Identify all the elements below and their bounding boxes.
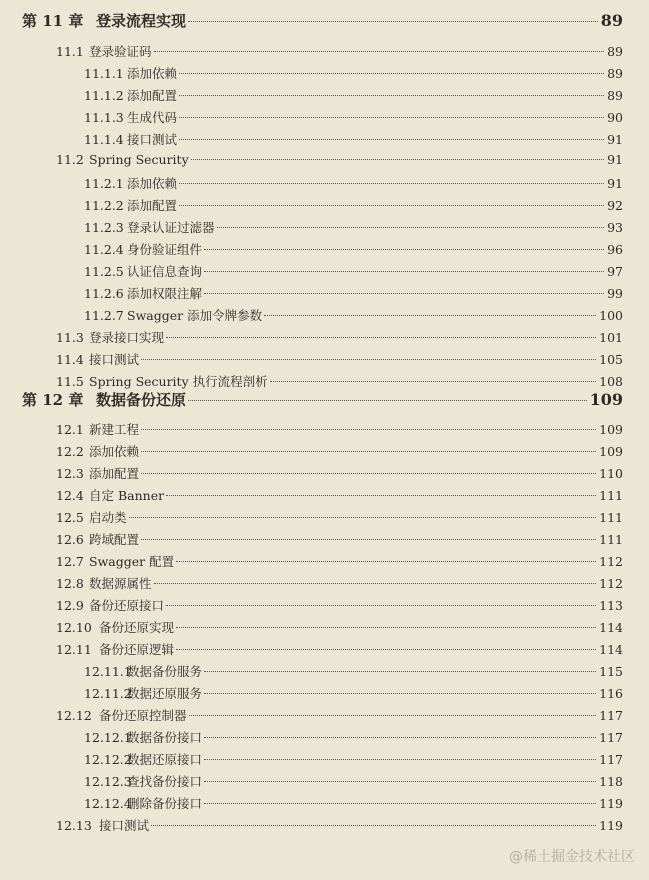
- toc-page-number: 89: [607, 88, 623, 103]
- toc-section-row: [0, 328, 649, 346]
- dot-leader: [191, 159, 604, 160]
- toc-number: 12.11: [56, 642, 92, 657]
- toc-title: 登录验证码: [89, 44, 152, 59]
- toc-title: 登录流程实现: [96, 12, 187, 30]
- toc-number: 12.13: [56, 818, 92, 833]
- toc-title: Swagger 配置: [89, 554, 175, 569]
- dot-leader: [166, 495, 596, 496]
- toc-number: 11.2.5: [84, 264, 124, 279]
- toc-number: 11.2.3: [84, 220, 124, 235]
- toc-page-number: 91: [607, 176, 623, 191]
- toc-number: 12.12: [56, 708, 92, 723]
- toc-number: 12.4: [56, 488, 84, 503]
- toc-title: 认证信息查询: [127, 264, 203, 279]
- toc-section-row: [0, 42, 649, 60]
- toc-page-number: 96: [607, 242, 623, 257]
- toc-section-row: [0, 530, 649, 548]
- toc-title: 启动类: [89, 510, 127, 525]
- toc-number: 12.11.2: [84, 686, 132, 701]
- toc-number: 12.12.3: [84, 774, 132, 789]
- toc-title: 接口测试: [89, 352, 140, 367]
- toc-sub-row: [0, 64, 649, 82]
- dot-leader: [204, 781, 596, 782]
- toc-title: Spring Security 执行流程剖析: [89, 374, 268, 389]
- toc-title: 生成代码: [127, 110, 178, 125]
- toc-section-row: [0, 508, 649, 526]
- toc-page-number: 89: [607, 44, 623, 59]
- dot-leader: [204, 293, 604, 294]
- watermark: @稀土掘金技术社区: [509, 849, 635, 865]
- toc-number: 11.1.3: [84, 110, 124, 125]
- toc-page-number: 112: [599, 576, 623, 591]
- toc-title: 添加依赖: [127, 66, 178, 81]
- toc-title: 备份还原逻辑: [99, 642, 175, 657]
- toc-page-number: 99: [607, 286, 623, 301]
- dot-leader: [166, 337, 596, 338]
- toc-title: 自定 Banner: [89, 488, 165, 503]
- toc-title: 数据还原接口: [127, 752, 203, 767]
- toc-section-row: [0, 706, 649, 724]
- toc-title: 数据源属性: [89, 576, 152, 591]
- toc-page-number: 105: [599, 352, 623, 367]
- dot-leader: [264, 315, 596, 316]
- toc-number: 11.1.4: [84, 132, 124, 147]
- toc-sub-row: [0, 684, 649, 702]
- dot-leader: [204, 759, 596, 760]
- toc-number: 11.3: [56, 330, 84, 345]
- toc-sub-row: [0, 240, 649, 258]
- toc-number: 11.2.1: [84, 176, 124, 191]
- toc-page-number: 89: [600, 11, 623, 30]
- toc-title: 添加依赖: [89, 444, 140, 459]
- dot-leader: [179, 139, 604, 140]
- toc-title: 数据备份还原: [96, 391, 187, 409]
- toc-page-number: 91: [607, 152, 623, 167]
- toc-title: 查找备份接口: [127, 774, 203, 789]
- toc-number: 第 11 章: [22, 12, 84, 30]
- dot-leader: [179, 95, 604, 96]
- toc-sub-row: [0, 794, 649, 812]
- dot-leader: [204, 249, 604, 250]
- toc-number: 11.2.4: [84, 242, 124, 257]
- toc-page-number: 114: [599, 620, 623, 635]
- toc-title: 添加配置: [89, 466, 140, 481]
- toc-title: 身份验证组件: [127, 242, 203, 257]
- toc-page-number: 97: [607, 264, 623, 279]
- toc-page-number: 114: [599, 642, 623, 657]
- toc-number: 11.2.2: [84, 198, 124, 213]
- toc-title: 备份还原实现: [99, 620, 175, 635]
- toc-page-number: 111: [599, 510, 623, 525]
- toc-title: 登录接口实现: [89, 330, 165, 345]
- toc-section-row: [0, 552, 649, 570]
- toc-section-row: [0, 350, 649, 368]
- toc-title: 接口测试: [127, 132, 178, 147]
- toc-page-number: 117: [599, 752, 623, 767]
- dot-leader: [204, 671, 596, 672]
- toc-number: 12.3: [56, 466, 84, 481]
- toc-number: 11.1.1: [84, 66, 124, 81]
- toc-title: 添加依赖: [127, 176, 178, 191]
- toc-title: 登录认证过滤器: [127, 220, 215, 235]
- toc-number: 11.1.2: [84, 88, 124, 103]
- toc-number: 12.12.1: [84, 730, 132, 745]
- toc-sub-row: [0, 86, 649, 104]
- dot-leader: [166, 605, 596, 606]
- dot-leader: [204, 803, 596, 804]
- dot-leader: [189, 715, 597, 716]
- toc-sub-row: [0, 196, 649, 214]
- toc-page-number: 109: [589, 390, 623, 409]
- toc-page-number: 93: [607, 220, 623, 235]
- toc-number: 12.8: [56, 576, 84, 591]
- toc-title: Spring Security: [89, 152, 189, 167]
- toc-page-number: 92: [607, 198, 623, 213]
- toc-title: 数据备份服务: [127, 664, 203, 679]
- toc-page-number: 113: [599, 598, 623, 613]
- toc-section-row: [0, 420, 649, 438]
- toc-section-row: [0, 442, 649, 460]
- toc-chapter-row: [0, 389, 649, 410]
- dot-leader: [176, 649, 596, 650]
- toc-section-row: [0, 464, 649, 482]
- dot-leader: [188, 400, 587, 401]
- toc-sub-row: [0, 284, 649, 302]
- dot-leader: [129, 517, 597, 518]
- toc-number: 12.12.4: [84, 796, 132, 811]
- toc-section-row: [0, 152, 649, 167]
- toc-page-number: 111: [599, 488, 623, 503]
- toc-sub-row: [0, 130, 649, 148]
- dot-leader: [179, 205, 604, 206]
- toc-section-row: [0, 486, 649, 504]
- dot-leader: [204, 271, 604, 272]
- toc-sub-row: [0, 174, 649, 192]
- toc-title: Swagger 添加令牌参数: [127, 308, 263, 323]
- toc-chapter-row: [0, 10, 649, 31]
- toc-page-number: 111: [599, 532, 623, 547]
- toc-title: 新建工程: [89, 422, 140, 437]
- toc-page-number: 119: [599, 818, 623, 833]
- toc-number: 11.2: [56, 152, 84, 167]
- toc-sub-row: [0, 772, 649, 790]
- toc-page-number: 91: [607, 132, 623, 147]
- toc-number: 11.5: [56, 374, 84, 389]
- toc-section-row: [0, 640, 649, 658]
- toc-sub-row: [0, 750, 649, 768]
- dot-leader: [141, 359, 596, 360]
- dot-leader: [141, 473, 596, 474]
- toc-number: 第 12 章: [22, 391, 84, 409]
- dot-leader: [204, 737, 596, 738]
- toc-page-number: 90: [607, 110, 623, 125]
- toc-number: 12.10: [56, 620, 92, 635]
- dot-leader: [176, 561, 596, 562]
- toc-page-number: 112: [599, 554, 623, 569]
- dot-leader: [270, 381, 597, 382]
- toc-number: 12.9: [56, 598, 84, 613]
- dot-leader: [141, 539, 596, 540]
- toc-number: 12.5: [56, 510, 84, 525]
- toc-section-row: [0, 372, 649, 390]
- toc-page-number: 119: [599, 796, 623, 811]
- toc-page-number: 89: [607, 66, 623, 81]
- toc-title: 数据还原服务: [127, 686, 203, 701]
- dot-leader: [188, 21, 598, 22]
- toc-title: 数据备份接口: [127, 730, 203, 745]
- dot-leader: [204, 693, 596, 694]
- toc-page-number: 100: [599, 308, 623, 323]
- toc-section-row: [0, 596, 649, 614]
- dot-leader: [179, 73, 604, 74]
- toc-number: 11.1: [56, 44, 84, 59]
- toc-title: 添加配置: [127, 88, 178, 103]
- toc-page-number: 118: [599, 774, 623, 789]
- toc-number: 11.4: [56, 352, 84, 367]
- toc-title: 添加权限注解: [127, 286, 203, 301]
- toc-sub-row: [0, 218, 649, 236]
- dot-leader: [179, 183, 604, 184]
- toc-page-number: 115: [599, 664, 623, 679]
- toc-number: 12.7: [56, 554, 84, 569]
- toc-title: 备份还原接口: [89, 598, 165, 613]
- dot-leader: [154, 51, 605, 52]
- dot-leader: [217, 227, 605, 228]
- toc-number: 11.2.7: [84, 308, 124, 323]
- dot-leader: [179, 117, 604, 118]
- toc-page-number: 108: [599, 374, 623, 389]
- toc-page-number: 110: [599, 466, 623, 481]
- toc-title: 删除备份接口: [127, 796, 203, 811]
- toc-number: 12.6: [56, 532, 84, 547]
- toc-title: 接口测试: [99, 818, 150, 833]
- toc-sub-row: [0, 728, 649, 746]
- toc-title: 备份还原控制器: [99, 708, 187, 723]
- toc-number: 12.12.2: [84, 752, 132, 767]
- toc-sub-row: [0, 108, 649, 126]
- dot-leader: [176, 627, 596, 628]
- dot-leader: [141, 451, 596, 452]
- toc-page-number: 101: [599, 330, 623, 345]
- toc-section-row: [0, 574, 649, 592]
- toc-page-number: 116: [599, 686, 623, 701]
- toc-sub-row: [0, 306, 649, 324]
- toc-section-row: [0, 816, 649, 834]
- toc-number: 12.11.1: [84, 664, 132, 679]
- toc-page-number: 117: [599, 730, 623, 745]
- toc-page-number: 117: [599, 708, 623, 723]
- dot-leader: [151, 825, 596, 826]
- toc-section-row: [0, 618, 649, 636]
- toc-number: 11.2.6: [84, 286, 124, 301]
- toc-number: 12.2: [56, 444, 84, 459]
- toc-title: 添加配置: [127, 198, 178, 213]
- toc-sub-row: [0, 262, 649, 280]
- toc-page-number: 109: [599, 422, 623, 437]
- toc-number: 12.1: [56, 422, 84, 437]
- dot-leader: [141, 429, 596, 430]
- dot-leader: [154, 583, 597, 584]
- toc-page-number: 109: [599, 444, 623, 459]
- toc-title: 跨域配置: [89, 532, 140, 547]
- toc-sub-row: [0, 662, 649, 680]
